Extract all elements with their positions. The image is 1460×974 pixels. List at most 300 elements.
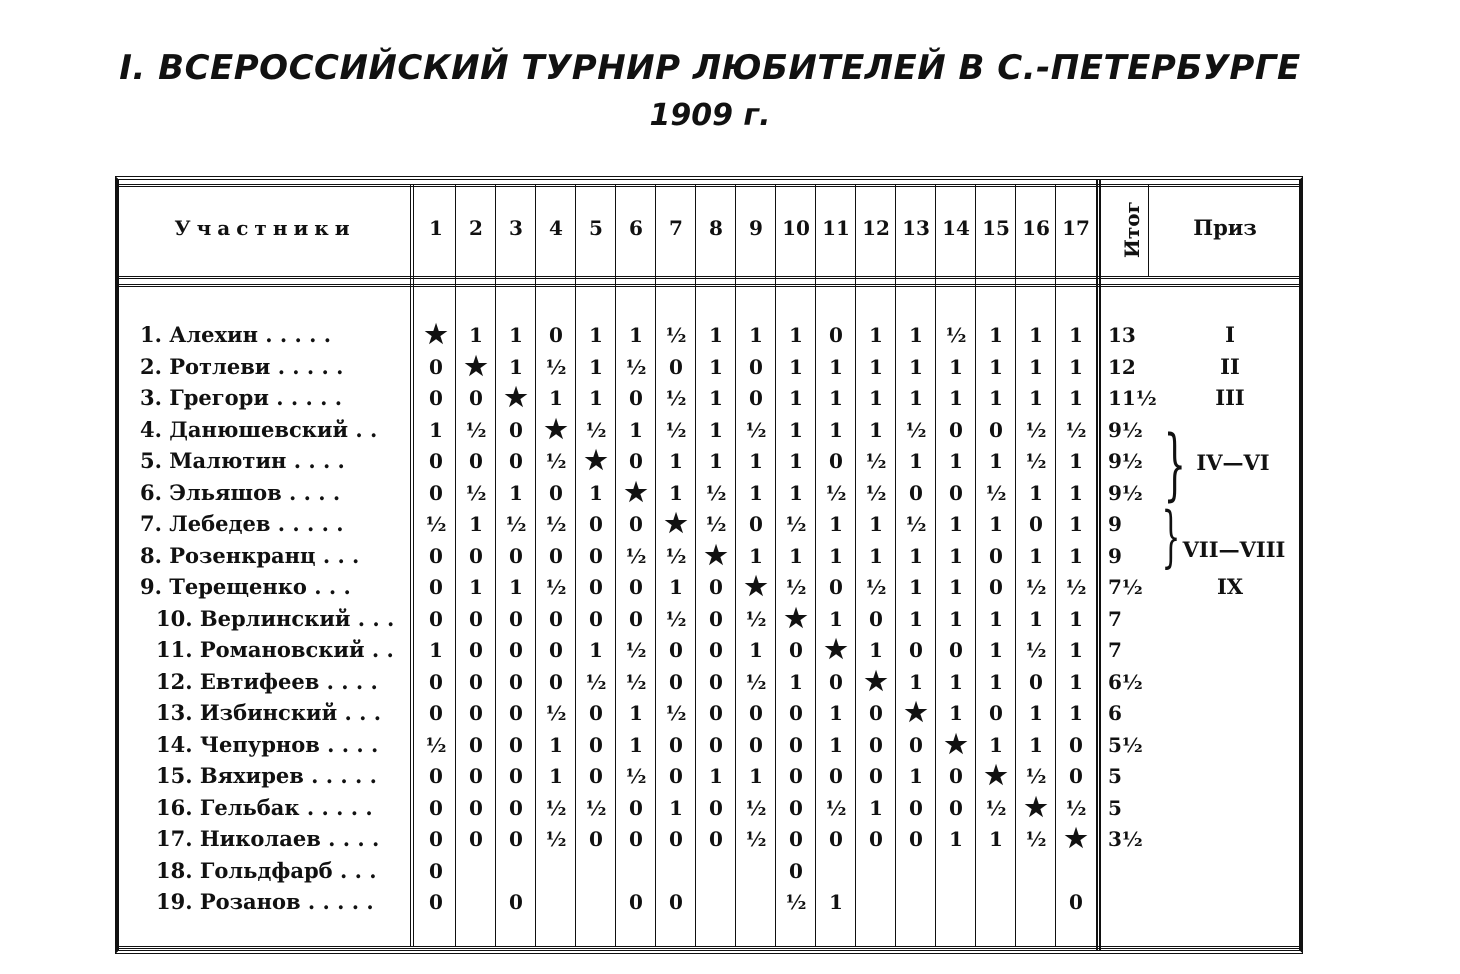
score-cell: 1 <box>869 638 883 662</box>
score-cell: 0 <box>709 606 723 631</box>
score-cell: 1 <box>909 386 923 410</box>
score-cell: ½ <box>625 354 647 379</box>
score-cell: ½ <box>465 480 487 505</box>
score-cell: 1 <box>829 512 843 536</box>
score-cell: 1 <box>629 417 643 442</box>
score-cell: 0 <box>429 764 443 788</box>
score-cell: 0 <box>589 606 603 631</box>
total-score: 7 <box>1108 638 1122 662</box>
score-cell: 1 <box>629 323 643 347</box>
participant-name: 12. Евтифеев . . . . <box>156 668 378 694</box>
score-cell: 0 <box>429 669 443 694</box>
score-cell: 0 <box>429 701 443 725</box>
score-cell: 1 <box>1069 638 1083 662</box>
score-cell: ½ <box>785 890 807 914</box>
score-cell: 0 <box>509 827 523 851</box>
score-cell <box>576 887 616 917</box>
score-cell: 1 <box>949 512 963 536</box>
score-cell: 0 <box>949 480 963 505</box>
total-score: 5½ <box>1108 732 1143 757</box>
score-cell: 1 <box>989 386 1003 410</box>
score-cell: ½ <box>425 732 447 757</box>
score-cell: 0 <box>1069 890 1083 914</box>
score-cell: 0 <box>509 543 523 568</box>
score-cell: 1 <box>789 543 803 568</box>
score-cell: 1 <box>749 764 763 788</box>
score-cell: 1 <box>949 354 963 379</box>
prize-label <box>1160 698 1300 728</box>
score-cell: 0 <box>469 386 483 410</box>
score-cell: 1 <box>709 354 723 379</box>
score-cell: 0 <box>909 795 923 820</box>
score-cell <box>896 887 936 917</box>
score-cell: 1 <box>949 386 963 410</box>
brace-icon: } <box>1163 420 1186 510</box>
score-cell: 1 <box>869 417 883 442</box>
column-header: 6 <box>629 216 643 240</box>
score-cell: 0 <box>429 606 443 631</box>
score-cell: 0 <box>589 575 603 599</box>
score-cell: 1 <box>789 417 803 442</box>
diagonal-star-cell: ★ <box>1064 824 1088 854</box>
column-header: 5 <box>589 216 603 240</box>
brace-icon: } <box>1161 498 1181 575</box>
score-cell: 0 <box>549 323 563 347</box>
score-cell: 1 <box>829 386 843 410</box>
header-rule <box>118 276 1300 279</box>
participant-name: 16. Гельбак . . . . . <box>156 794 373 820</box>
score-cell: 0 <box>669 669 683 694</box>
score-cell <box>1016 856 1056 886</box>
prize-label: IX <box>1216 574 1244 599</box>
score-cell: 0 <box>789 732 803 757</box>
diagonal-star-cell: ★ <box>904 698 928 728</box>
score-cell: 1 <box>749 323 763 347</box>
score-cell: 1 <box>829 701 843 725</box>
column-header: 10 <box>782 216 810 240</box>
score-cell: 0 <box>629 575 643 599</box>
score-cell: 1 <box>589 323 603 347</box>
participants-header: Участники <box>174 216 356 240</box>
score-cell: 0 <box>669 827 683 851</box>
score-cell: 1 <box>1069 386 1083 410</box>
score-cell <box>736 887 776 917</box>
score-cell: 0 <box>429 543 443 568</box>
score-cell: 1 <box>829 732 843 757</box>
score-cell: 0 <box>789 795 803 820</box>
score-cell: 0 <box>749 701 763 725</box>
score-cell: 0 <box>589 543 603 568</box>
participant-name: 7. Лебедев . . . . . <box>140 511 344 536</box>
score-cell: 1 <box>909 354 923 379</box>
score-cell: 1 <box>709 417 723 442</box>
score-cell: ½ <box>585 795 607 820</box>
score-cell: 1 <box>949 701 963 725</box>
participant-name: 15. Вяхирев . . . . . <box>156 763 377 788</box>
score-cell: 0 <box>629 512 643 536</box>
prize-label: II <box>1220 353 1240 379</box>
score-cell: 1 <box>989 449 1003 473</box>
score-cell: 1 <box>669 575 683 599</box>
score-cell: 0 <box>429 795 443 820</box>
diagonal-star-cell: ★ <box>744 572 768 602</box>
score-cell <box>896 856 936 886</box>
score-cell: 1 <box>469 575 483 599</box>
score-cell: 0 <box>629 386 643 410</box>
score-cell: 0 <box>709 575 723 599</box>
total-score: 6½ <box>1108 669 1143 694</box>
score-cell: 1 <box>709 323 723 347</box>
score-cell: ½ <box>705 512 727 536</box>
score-cell: 1 <box>909 323 923 347</box>
diagonal-star-cell: ★ <box>504 383 528 413</box>
score-cell: 0 <box>669 354 683 379</box>
score-cell: 0 <box>549 480 563 505</box>
score-cell: ½ <box>1025 575 1047 599</box>
score-cell: 0 <box>789 701 803 725</box>
score-cell: 1 <box>789 386 803 410</box>
column-header: 9 <box>749 216 763 240</box>
column-header: 4 <box>549 216 563 240</box>
column-header: 14 <box>942 216 970 240</box>
score-cell: 1 <box>629 732 643 757</box>
column-header: 12 <box>862 216 890 240</box>
score-cell: 0 <box>709 638 723 662</box>
score-cell: 1 <box>989 732 1003 757</box>
score-cell: 0 <box>829 323 843 347</box>
score-cell: 1 <box>589 354 603 379</box>
score-cell: 1 <box>829 543 843 568</box>
score-cell: ½ <box>665 386 687 410</box>
score-cell: 0 <box>709 795 723 820</box>
score-cell: 0 <box>709 701 723 725</box>
score-cell: 0 <box>509 890 523 914</box>
score-cell: 1 <box>549 732 563 757</box>
score-cell: 0 <box>429 480 443 505</box>
participant-name: 6. Эльяшов . . . . <box>140 479 341 505</box>
prize-label <box>1160 793 1300 823</box>
participant-name: 8. Розенкранц . . . <box>140 542 360 568</box>
score-cell: 0 <box>509 638 523 662</box>
score-cell: 0 <box>589 701 603 725</box>
prize-label <box>1160 824 1300 854</box>
score-cell: 0 <box>829 575 843 599</box>
score-cell: 0 <box>949 764 963 788</box>
total-score: 9 <box>1108 512 1122 536</box>
score-cell: 1 <box>749 543 763 568</box>
score-cell <box>576 856 616 886</box>
diagonal-star-cell: ★ <box>824 635 848 665</box>
column-header: 3 <box>509 216 523 240</box>
header-rule <box>118 184 1300 187</box>
score-cell: ½ <box>865 449 887 473</box>
participant-name: 1. Алехин . . . . . <box>140 322 332 347</box>
score-cell: ½ <box>1065 417 1087 442</box>
score-cell: 0 <box>629 449 643 473</box>
score-cell: 0 <box>749 354 763 379</box>
score-cell: 0 <box>829 827 843 851</box>
score-cell: 1 <box>749 449 763 473</box>
column-header: 15 <box>982 216 1010 240</box>
score-cell: 1 <box>829 890 843 914</box>
score-cell: 0 <box>509 795 523 820</box>
score-cell: ½ <box>745 669 767 694</box>
score-cell: 1 <box>589 386 603 410</box>
score-cell: 0 <box>1069 732 1083 757</box>
prize-label <box>1160 856 1300 886</box>
score-cell: 1 <box>1029 480 1043 505</box>
score-cell: 0 <box>829 764 843 788</box>
score-cell: ½ <box>545 512 567 536</box>
prize-label: I <box>1225 322 1235 347</box>
total-score: 13 <box>1108 323 1136 347</box>
score-cell: 0 <box>589 512 603 536</box>
itog-header: Итог <box>1120 201 1144 258</box>
score-cell: 0 <box>709 732 723 757</box>
score-cell: 1 <box>1029 606 1043 631</box>
score-cell: 0 <box>1069 764 1083 788</box>
column-header: 7 <box>669 216 683 240</box>
score-cell: 0 <box>869 827 883 851</box>
score-cell: 0 <box>1029 669 1043 694</box>
score-cell: 0 <box>469 669 483 694</box>
score-cell: 1 <box>1029 543 1043 568</box>
score-cell: 1 <box>989 354 1003 379</box>
diagonal-star-cell: ★ <box>1024 792 1048 823</box>
prize-label <box>1160 635 1300 665</box>
participant-name: 14. Чепурнов . . . . <box>156 731 379 757</box>
total-score: 9½ <box>1108 480 1143 505</box>
score-cell: ½ <box>665 417 687 442</box>
score-cell: 0 <box>909 827 923 851</box>
score-cell: 0 <box>589 827 603 851</box>
score-cell: 1 <box>989 323 1003 347</box>
score-cell: 1 <box>949 827 963 851</box>
column-header: 17 <box>1062 216 1090 240</box>
score-cell: 1 <box>789 449 803 473</box>
score-cell: 1 <box>509 354 523 379</box>
score-cell: 0 <box>469 543 483 568</box>
participant-name: 19. Розанов . . . . . <box>156 889 374 914</box>
score-cell: 1 <box>709 386 723 410</box>
score-cell <box>656 856 696 886</box>
total-score: 9 <box>1108 543 1122 568</box>
score-cell: 0 <box>509 669 523 694</box>
score-cell: 0 <box>789 827 803 851</box>
score-cell: 0 <box>709 669 723 694</box>
prize-label <box>1160 604 1300 634</box>
score-cell: 0 <box>549 669 563 694</box>
score-cell: ½ <box>465 417 487 442</box>
score-cell <box>856 856 896 886</box>
score-cell: 0 <box>669 732 683 757</box>
diagonal-star-cell: ★ <box>464 351 488 382</box>
score-cell: 1 <box>869 386 883 410</box>
score-cell: 0 <box>469 701 483 725</box>
total-score: 11½ <box>1108 386 1157 410</box>
score-cell: 1 <box>949 543 963 568</box>
score-cell: 0 <box>829 449 843 473</box>
score-cell: 0 <box>789 764 803 788</box>
score-cell <box>1056 856 1096 886</box>
score-cell: ½ <box>1025 417 1047 442</box>
score-cell <box>976 887 1016 917</box>
score-cell: 1 <box>949 606 963 631</box>
score-cell: 0 <box>789 638 803 662</box>
score-cell: 1 <box>709 449 723 473</box>
score-cell: ½ <box>545 701 567 725</box>
diagonal-star-cell: ★ <box>624 477 648 508</box>
participant-name: 17. Николаев . . . . <box>156 826 380 851</box>
score-cell: 1 <box>789 323 803 347</box>
score-cell <box>936 887 976 917</box>
score-cell: 1 <box>589 638 603 662</box>
score-cell: 1 <box>909 543 923 568</box>
score-cell: 0 <box>469 449 483 473</box>
participant-name: 9. Терещенко . . . <box>140 574 351 599</box>
score-cell: 0 <box>989 575 1003 599</box>
participant-name: 3. Грегори . . . . . <box>140 385 343 410</box>
score-cell: 1 <box>629 701 643 725</box>
score-cell: 1 <box>1069 449 1083 473</box>
diagonal-star-cell: ★ <box>864 666 888 697</box>
total-score: 7½ <box>1108 575 1143 599</box>
score-cell: ½ <box>665 701 687 725</box>
score-cell: 0 <box>949 417 963 442</box>
score-cell: 0 <box>669 890 683 914</box>
score-cell: 0 <box>909 732 923 757</box>
score-cell: 1 <box>669 449 683 473</box>
score-cell: 0 <box>469 732 483 757</box>
diagonal-star-cell: ★ <box>704 540 728 571</box>
score-cell: ½ <box>985 795 1007 820</box>
score-cell: ½ <box>945 323 967 347</box>
score-cell: 1 <box>1069 323 1083 347</box>
score-cell <box>976 856 1016 886</box>
score-cell: 1 <box>909 575 923 599</box>
score-cell: 1 <box>469 512 483 536</box>
column-header: 2 <box>469 216 483 240</box>
score-cell: 0 <box>509 732 523 757</box>
score-cell: 1 <box>429 638 443 662</box>
participant-name: 2. Ротлеви . . . . . <box>140 353 344 379</box>
participant-name: 11. Романовский . . <box>156 637 394 662</box>
score-cell: 1 <box>989 827 1003 851</box>
score-cell: 0 <box>909 480 923 505</box>
score-cell: 1 <box>1069 606 1083 631</box>
score-cell: 0 <box>869 764 883 788</box>
score-cell: 0 <box>509 449 523 473</box>
participant-name: 4. Данюшевский . . <box>140 416 378 442</box>
score-cell: 0 <box>509 417 523 442</box>
bottom-rule <box>118 946 1300 949</box>
score-cell: 1 <box>1069 512 1083 536</box>
total-score: 12 <box>1108 354 1136 379</box>
score-cell: ½ <box>1025 764 1047 788</box>
score-cell: 1 <box>989 669 1003 694</box>
score-cell: ½ <box>745 417 767 442</box>
score-cell: 0 <box>429 354 443 379</box>
score-cell: 1 <box>949 449 963 473</box>
prize-label: III <box>1215 385 1245 410</box>
score-cell: ½ <box>985 480 1007 505</box>
score-cell: 1 <box>989 638 1003 662</box>
score-cell: 0 <box>429 890 443 914</box>
total-score: 7 <box>1108 606 1122 631</box>
column-header: 1 <box>429 216 443 240</box>
score-cell: 0 <box>429 858 443 883</box>
score-cell: 1 <box>989 606 1003 631</box>
score-cell <box>616 856 656 886</box>
score-cell: 0 <box>749 512 763 536</box>
score-cell: ½ <box>545 795 567 820</box>
total-score: 5 <box>1108 795 1122 820</box>
score-cell: 1 <box>829 354 843 379</box>
score-cell: 0 <box>469 606 483 631</box>
score-cell: 0 <box>709 827 723 851</box>
score-cell: 1 <box>949 669 963 694</box>
score-cell: ½ <box>905 512 927 536</box>
score-cell: 1 <box>509 575 523 599</box>
score-cell: 0 <box>549 543 563 568</box>
score-cell: ½ <box>1065 795 1087 820</box>
score-cell: ½ <box>745 606 767 631</box>
score-cell: 0 <box>549 638 563 662</box>
total-score: 6 <box>1108 701 1122 725</box>
score-cell <box>736 856 776 886</box>
score-cell: ½ <box>665 323 687 347</box>
score-cell: 1 <box>709 764 723 788</box>
score-cell: 0 <box>989 701 1003 725</box>
participant-name: 5. Малютин . . . . <box>140 448 345 473</box>
score-cell: ½ <box>545 449 567 473</box>
score-cell: 0 <box>629 795 643 820</box>
column-header: 16 <box>1022 216 1050 240</box>
score-cell: 1 <box>869 543 883 568</box>
score-cell: 0 <box>509 764 523 788</box>
score-cell: ½ <box>625 543 647 568</box>
score-cell: 1 <box>829 606 843 631</box>
score-cell: 0 <box>949 795 963 820</box>
prize-header: Приз <box>1193 215 1257 240</box>
diagonal-star-cell: ★ <box>784 603 808 634</box>
score-cell: 0 <box>469 764 483 788</box>
score-cell: 1 <box>909 669 923 694</box>
score-cell: 1 <box>829 417 843 442</box>
score-cell: 0 <box>909 638 923 662</box>
score-cell: ½ <box>625 764 647 788</box>
score-cell: 0 <box>509 606 523 631</box>
score-cell: ½ <box>825 795 847 820</box>
score-cell: 0 <box>869 606 883 631</box>
score-cell: ½ <box>545 827 567 851</box>
score-cell <box>1016 887 1056 917</box>
prize-label <box>1160 730 1300 760</box>
itog-divider <box>1096 180 1101 950</box>
participant-name: 10. Верлинский . . . <box>156 605 395 631</box>
score-cell: ½ <box>1025 827 1047 851</box>
score-cell: ½ <box>1025 449 1047 473</box>
score-cell: ½ <box>705 480 727 505</box>
score-cell: 1 <box>909 606 923 631</box>
score-cell: 0 <box>429 386 443 410</box>
score-cell: ½ <box>785 575 807 599</box>
shared-prize-label: VII—VIII <box>1182 536 1286 562</box>
score-cell: 1 <box>749 480 763 505</box>
prize-label <box>1160 887 1300 917</box>
diagonal-star-cell: ★ <box>584 446 608 476</box>
total-score: 9½ <box>1108 449 1143 473</box>
